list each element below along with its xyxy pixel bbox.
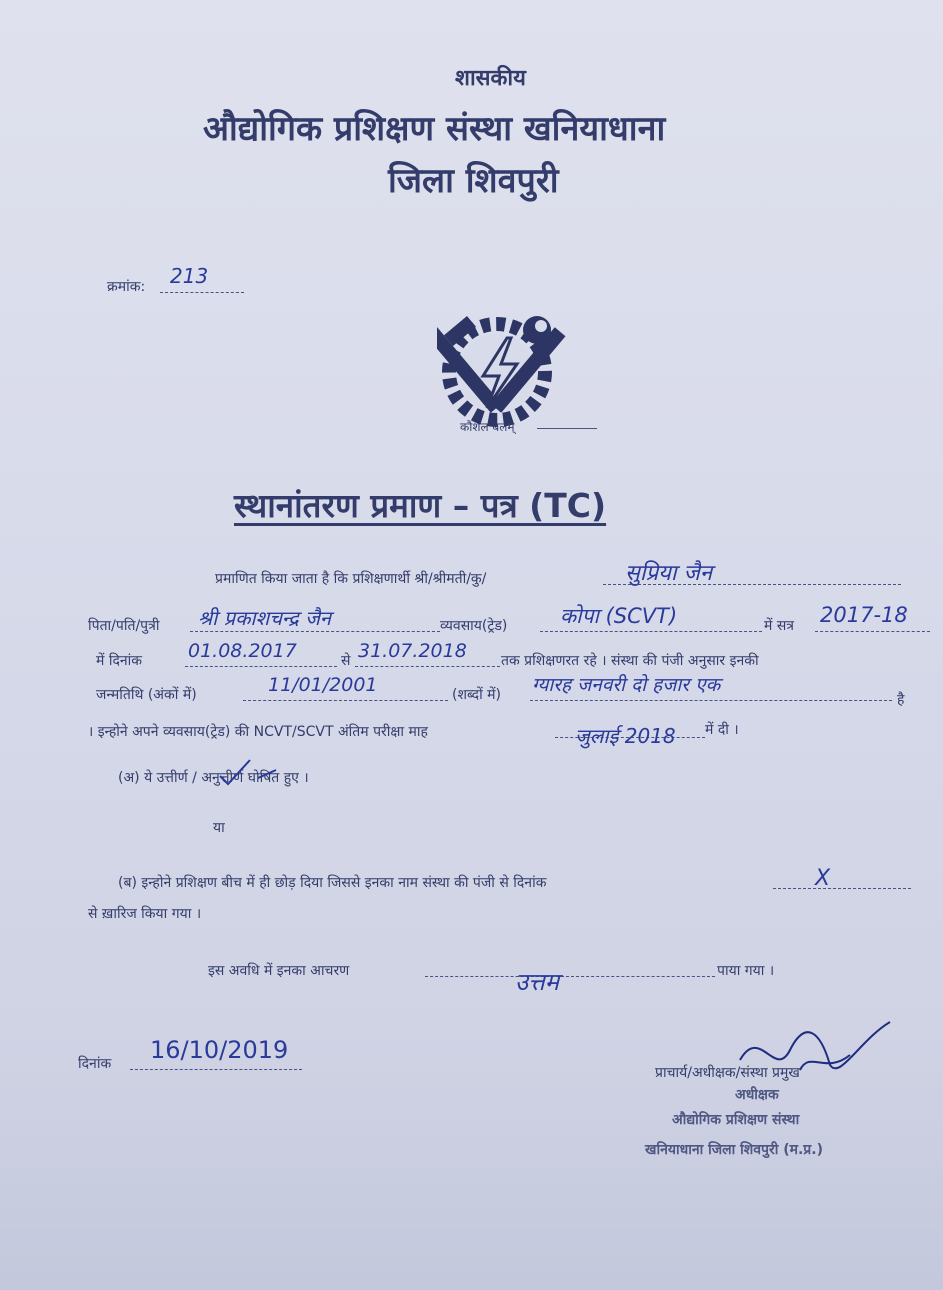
conduct-suffix: पाया गया । [717, 963, 775, 979]
session-value: 2017-18 [820, 603, 908, 627]
dob-words: ग्यारह जनवरी दो हजार एक [532, 674, 721, 696]
option-b-line [773, 887, 911, 889]
trade-label: व्यवसाय(ट्रेड) [440, 618, 508, 634]
district-name: जिला शिवपुरी [388, 161, 559, 201]
or-text: या [213, 820, 225, 836]
exam-suffix: में दी । [705, 722, 739, 738]
from-date: 01.08.2017 [188, 640, 297, 662]
motto-line [537, 428, 597, 429]
exam-month: जुलाई 2018 [575, 724, 676, 748]
dob-suffix: है [897, 692, 905, 708]
trainee-name: सुप्रिया जैन [625, 561, 713, 586]
dob-words-label: (शब्दों में) [452, 687, 501, 703]
stamp-designation: अधीक्षक [735, 1087, 779, 1103]
serial-value: 213 [170, 264, 209, 288]
dob-digits: 11/01/2001 [268, 674, 378, 696]
option-a: (अ) ये उत्तीर्ण / अनुत्तीर्ण घोषित हुए । [118, 770, 309, 786]
from-date-label: में दिनांक [96, 653, 143, 669]
training-text: तक प्रशिक्षणरत रहे । संस्था की पंजी अनुसार इनकी [501, 653, 759, 669]
option-b: (ब) इन्होने प्रशिक्षण बीच में ही छोड़ दिया जिससे इनका नाम संस्था की पंजी से दिनांक [118, 875, 547, 891]
institute-name: औद्योगिक प्रशिक्षण संस्था खनियाधाना [203, 109, 666, 149]
sign-label: प्राचार्य/अधीक्षक/संस्था प्रमुख [655, 1065, 800, 1081]
parent-label: पिता/पति/पुत्री [88, 618, 160, 634]
trade-line [540, 630, 762, 632]
exam-text: । इन्होने अपने व्यवसाय(ट्रेड) की NCVT/SCVT अंतिम परीक्षा माह [88, 724, 428, 740]
logo-motto: कौशल बलम् [460, 420, 515, 434]
stamp-institute: औद्योगिक प्रशिक्षण संस्था [672, 1112, 800, 1128]
parent-name: श्री प्रकाशचन्द्र जैन [198, 606, 332, 630]
header-line1: शासकीय [455, 66, 526, 91]
date-value: 16/10/2019 [150, 1036, 289, 1064]
date-line [130, 1068, 302, 1070]
dob-digits-label: जन्मतिथि (अंकों में) [96, 687, 197, 703]
option-b-value: X [815, 866, 831, 891]
certify-text: प्रमाणित किया जाता है कि प्रशिक्षणार्थी श्री/श्रीमती/कु/ [215, 571, 487, 587]
to-label: से [341, 653, 351, 669]
to-date-line [355, 665, 500, 667]
conduct-value: उत्तम [515, 968, 560, 996]
serial-label: क्रमांक: [107, 279, 146, 295]
certificate-title: स्थानांतरण प्रमाण – पत्र (TC) [234, 486, 607, 525]
tick-mark [218, 758, 278, 788]
to-date: 31.07.2018 [358, 640, 467, 662]
dob-digits-line [243, 699, 448, 701]
conduct-label: इस अवधि में इनका आचरण [208, 963, 350, 979]
option-b-cont: से ख़ारिज किया गया । [88, 906, 202, 922]
date-label: दिनांक [78, 1056, 112, 1072]
serial-line [160, 291, 244, 293]
stamp-location: खनियाधाना जिला शिवपुरी (म.प्र.) [645, 1142, 823, 1158]
session-line [815, 630, 930, 632]
trade-value: कोपा (SCVT) [560, 604, 678, 628]
dob-words-line [530, 699, 892, 701]
gear-wrench-hammer-lightning-logo [437, 310, 572, 435]
from-date-line [185, 665, 337, 667]
conduct-line [425, 975, 715, 977]
session-label: में सत्र [764, 618, 795, 634]
